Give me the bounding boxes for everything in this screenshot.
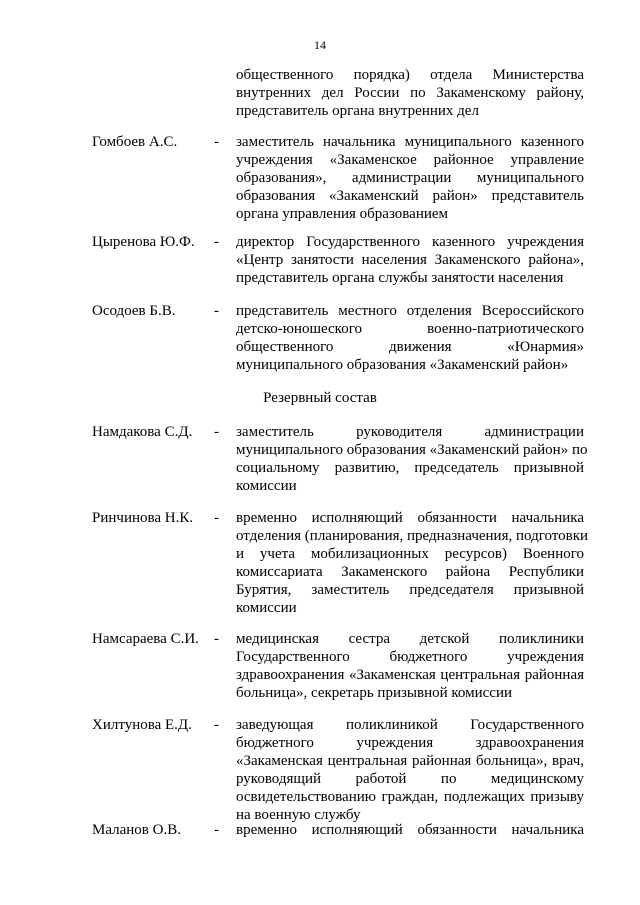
member-description — [236, 630, 584, 702]
member-name: Гомбоев А.С. — [92, 134, 178, 150]
description-line: и учета мобилизационных ресурсов) Военного — [236, 546, 584, 562]
page-number: 14 — [314, 38, 326, 52]
description-line: представитель органа службы занятости населения — [236, 270, 564, 286]
description-line: социальному развитию, председатель призывной — [236, 460, 584, 476]
description-line: «Закаменская центральная районная больница», врач, — [236, 753, 584, 769]
member-name: Цыренова Ю.Ф. — [92, 234, 195, 250]
description-line: бюджетного учреждения здравоохранения — [236, 735, 584, 751]
member-dash: - — [214, 822, 219, 838]
description-line: медицинская сестра детской поликлиники — [236, 631, 584, 647]
member-dash: - — [214, 631, 219, 647]
member-name: Намсараева С.И. — [92, 631, 199, 647]
description-line: общественного движения «Юнармия» — [236, 339, 584, 355]
description-line: внутренних дел России по Закаменскому району, — [236, 85, 584, 101]
member-description — [236, 716, 584, 824]
description-line: образования «Закаменский район» представитель — [236, 188, 584, 204]
description-line: комиссии — [236, 478, 297, 494]
description-line: руководящий работой по медицинскому — [236, 771, 584, 787]
member-dash: - — [214, 234, 219, 250]
reserve-heading: Резервный состав — [263, 390, 377, 406]
description-line: больница», секретарь призывной комиссии — [236, 685, 513, 701]
description-line: комиссариата Закаменского района Республики — [236, 564, 584, 580]
description-line: органа управления образованием — [236, 206, 449, 222]
description-line: заместитель руководителя администрации — [236, 424, 584, 440]
member-description — [236, 509, 589, 617]
member-description — [236, 423, 588, 495]
description-line: заместитель начальника муниципального казенного — [236, 134, 584, 150]
member-name: Маланов О.В. — [92, 822, 181, 838]
description-line: детско-юношеского военно-патриотического — [236, 321, 584, 337]
member-description — [236, 302, 584, 374]
description-line: Государственного бюджетного учреждения — [236, 649, 584, 665]
member-description — [236, 821, 584, 839]
member-dash: - — [214, 510, 219, 526]
member-dash: - — [214, 303, 219, 319]
description-line: муниципального образования «Закаменский район» по — [236, 442, 588, 458]
description-line: временно исполняющий обязанности начальника — [236, 510, 584, 526]
description-line: здравоохранения «Закаменская центральная районная — [236, 667, 584, 683]
member-description — [236, 133, 584, 223]
description-line: Бурятия, заместитель председателя призывной — [236, 582, 584, 598]
member-name: Ринчинова Н.К. — [92, 510, 194, 526]
description-line: образования», администрации муниципального — [236, 170, 584, 186]
member-dash: - — [214, 717, 219, 733]
description-line: «Центр занятости населения Закаменского района», — [236, 252, 584, 268]
intro-description — [236, 66, 584, 120]
description-line: заведующая поликлиникой Государственного — [236, 717, 584, 733]
member-name: Хилтунова Е.Д. — [92, 717, 192, 733]
member-dash: - — [214, 134, 219, 150]
member-dash: - — [214, 424, 219, 440]
description-line: директор Государственного казенного учреждения — [236, 234, 584, 250]
description-line: освидетельствованию граждан, подлежащих призыву — [236, 789, 584, 805]
description-line: учреждения «Закаменское районное управление — [236, 152, 584, 168]
description-line: временно исполняющий обязанности начальника — [236, 822, 584, 838]
member-name: Осодоев Б.В. — [92, 303, 176, 319]
description-line: комиссии — [236, 600, 297, 616]
description-line: представитель местного отделения Всероссийского — [236, 303, 584, 319]
description-line: отделения (планирования, предназначения, подготовки — [236, 528, 589, 544]
description-line: представитель органа внутренних дел — [236, 103, 479, 119]
member-name: Намдакова С.Д. — [92, 424, 193, 440]
description-line: общественного порядка) отдела Министерства — [236, 67, 584, 83]
description-line: муниципального образования «Закаменский район» — [236, 357, 569, 373]
description-line: на военную службу — [236, 807, 361, 823]
member-description — [236, 233, 584, 287]
